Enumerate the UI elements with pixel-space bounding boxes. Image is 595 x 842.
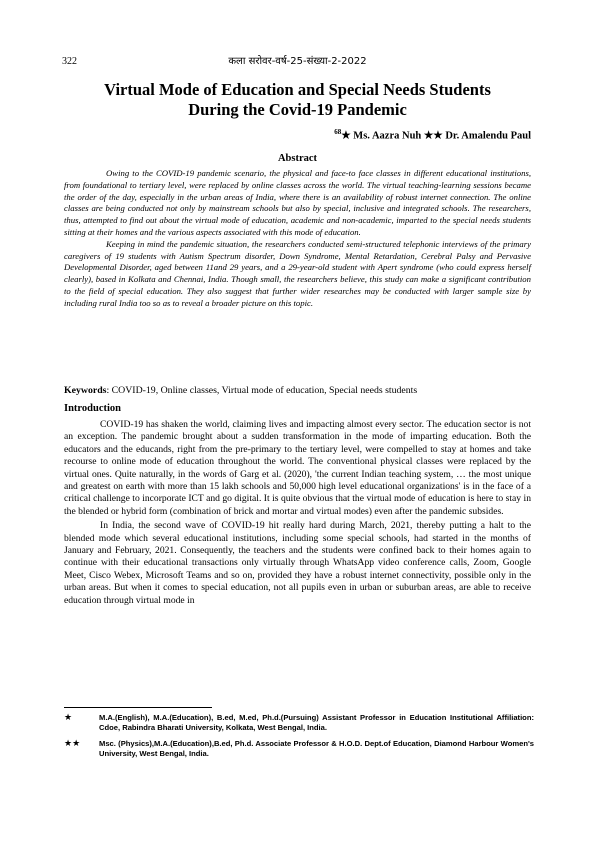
footnote-2 [64, 739, 534, 759]
keywords-text: : COVID-19, Online classes, Virtual mode of education, Special needs students [106, 385, 418, 396]
footnote-divider [64, 707, 212, 708]
running-header: कला सरोवर-वर्ष-25-संख्या-2-2022 [228, 56, 367, 67]
footnote-1 [64, 713, 534, 733]
introduction-paragraph-1: COVID-19 has shaken the world, claiming lives and impacting almost every sector. The education sector is not an exception. The pandemic brought about a sudden transformation in the mode of imparting education. Both the educators and the educands, right from the pre-primary to the tertiary level, were compelled to stay at homes and take recourse to online mode of education throughout the world. The conventional physical classes were replaced by the virtual ones. Quite naturally, in the words of Garg et al. (2020), 'the current Indian teaching system, … the most unique and greatest on earth with more than 15 lakh schools and 50,000 high level educational organizations' is in the face of a critical challenge to incorporate ICT and go digital. It is quite obvious that the virtual mode of education is here to stay in the blended or hybrid form (combination of brick and mortar and virtual modes) even after the pandemic subsides. [64, 419, 531, 517]
abstract-paragraph-2: Keeping in mind the pandemic situation, the researchers conducted semi-structured telephonic interviews of the primary caregivers of 19 students with Autism Spectrum disorder, Down Syndrome, Mental Retardation, Cerebral Palsy and Pervasive Developmental Disorder, aged between 11and 29 years, and a 29-year-old student with Apert syndrome (who could express herself clearly), based in Kolkata and Chennai, India. Though small, the researchers believe, this study can make a significant contribution to the field of special education. They also suggest that further wider researches may be conducted with larger sample size by including rural India too so as to reveal a broader picture on this topic. [64, 238, 531, 308]
title-line-1: Virtual Mode of Education and Special Needs Students [104, 80, 491, 99]
introduction-body [64, 419, 531, 609]
keywords-line [64, 385, 531, 397]
footnote-ref: 68 [334, 128, 342, 136]
footnote-text: M.A.(English), M.A.(Education), B.ed, M.ed, Ph.d.(Pursuing) Assistant Professor in Education Institutional Affiliation: Cdoe, Rabindra Bharati University, Kolkata, West Bengal, India. [99, 713, 534, 733]
abstract-heading: Abstract [277, 153, 318, 164]
keywords-label: Keywords [64, 385, 107, 396]
introduction-heading: Introduction [64, 403, 121, 414]
footnote-star-icon: ★ [64, 713, 73, 723]
author-line [334, 128, 531, 142]
title-line-2: During the Covid-19 Pandemic [188, 100, 407, 119]
introduction-paragraph-2: In India, the second wave of COVID-19 hit really hard during March, 2021, thereby putting a halt to the blended mode which several educational institutions, including some special schools, had started in the months of January and February, 2021. Consequently, the teachers and the students were confined back to their homes again to continue with their educational transactions only virtually through WhatsApp video conference calls, Zoom, Google Meet, Cisco Webex, Microsoft Teams and so on, provided they have a robust internet connectivity, possible only in the urban areas. But when it comes to special education, not all pupils even in urban or suburban areas, are able to receive education through virtual mode in [64, 520, 531, 606]
page-number: 322 [62, 56, 77, 67]
paper-title [60, 80, 535, 120]
footnote-double-star-icon: ★★ [64, 739, 81, 749]
abstract-paragraph-1: Owing to the COVID-19 pandemic scenario, the physical and face-to face classes in different educational institutions, from foundational to tertiary level, were replaced by online classes across the world. The virtual teaching-learning sessions became the order of the day, especially in the urban areas of India, where there is an availability of robust internet connection. The online classes are being conducted not only by mainstream schools but also by special, inclusive and integrated schools. The researchers, thus, attempted to find out about the virtual mode of education, academic and non-academic, imparted to the special needs students sitting at their homes and the various aspects associated with this mode of education. [64, 168, 531, 237]
author-names: ★ Ms. Aazra Nuh ★★ Dr. Amalendu Paul [341, 130, 531, 142]
abstract-body [64, 168, 531, 310]
footnote-text: Msc. (Physics),M.A.(Education),B.ed, Ph.d. Associate Professor & H.O.D. Dept.of Education, Diamond Harbour Women's University, West Bengal, India. [99, 739, 534, 759]
